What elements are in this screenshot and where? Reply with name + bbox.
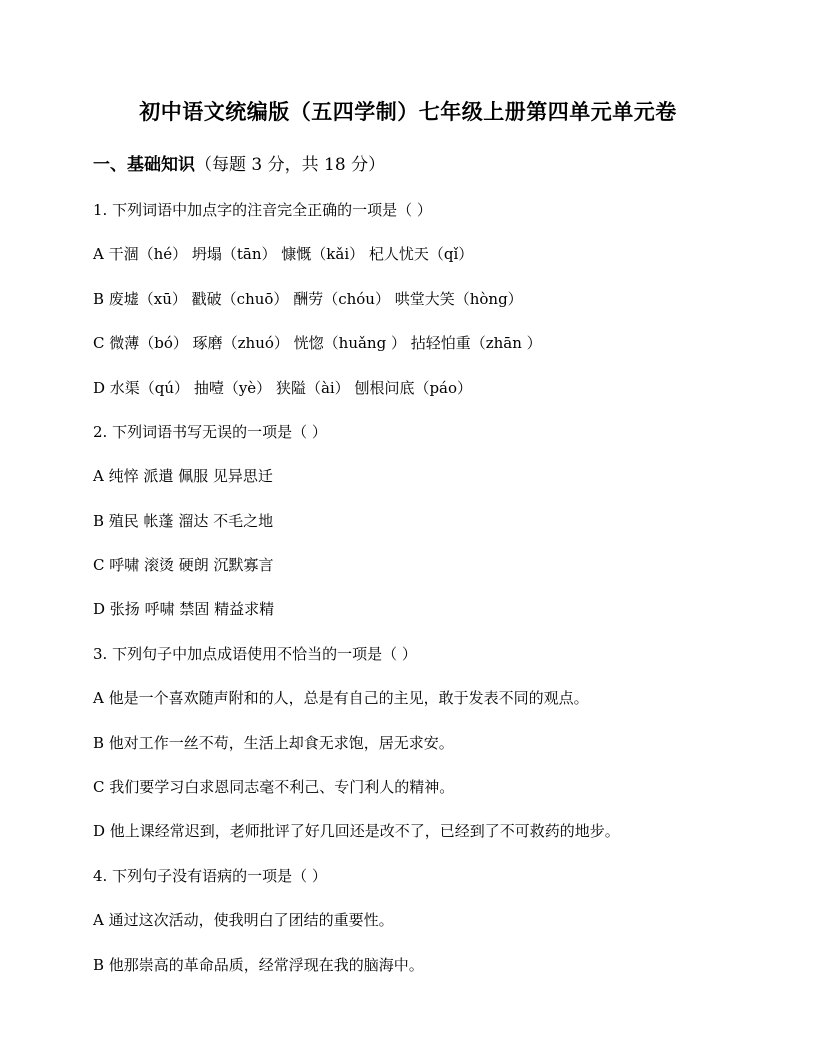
page-title: 初中语文统编版（五四学制）七年级上册第四单元单元卷: [139, 99, 677, 124]
section-heading: [93, 150, 385, 175]
question-2-stem: 2. 下列词语书写无误的一项是（ ）: [93, 423, 327, 441]
question-3-option-c: C 我们要学习白求恩同志毫不利己、专门利人的精神。: [93, 778, 455, 796]
question-2-option-c: C 呼啸 滚烫 硬朗 沉默寡言: [93, 556, 274, 574]
question-4-option-a: A 通过这次活动，使我明白了团结的重要性。: [93, 911, 394, 929]
question-4-stem: 4. 下列句子没有语病的一项是（ ）: [93, 867, 327, 885]
question-1-option-c: C 微薄（bó） 琢磨（zhuó） 恍惚（huǎng ） 拈轻怕重（zhān ）: [93, 334, 542, 352]
section-score-note: （每题 3 分，共 18 分）: [195, 155, 386, 175]
question-3-option-a: A 他是一个喜欢随声附和的人，总是有自己的主见，敢于发表不同的观点。: [93, 689, 589, 707]
question-2-option-d: D 张扬 呼啸 禁固 精益求精: [93, 600, 275, 618]
question-3-option-b: B 他对工作一丝不苟，生活上却食无求饱，居无求安。: [93, 734, 454, 752]
question-4-option-b: B 他那崇高的革命品质，经常浮现在我的脑海中。: [93, 956, 424, 974]
question-1-option-d: D 水渠（qú） 抽噎（yè） 狭隘（ài） 刨根问底（páo）: [93, 379, 473, 397]
question-2-option-b: B 殖民 帐蓬 溜达 不毛之地: [93, 512, 274, 530]
question-3-stem: 3. 下列句子中加点成语使用不恰当的一项是（ ）: [93, 645, 417, 663]
question-1-option-b: B 废墟（xū） 戳破（chuō） 酬劳（chóu） 哄堂大笑（hòng）: [93, 290, 523, 308]
question-3-option-d: D 他上课经常迟到，老师批评了好几回还是改不了，已经到了不可救药的地步。: [93, 822, 620, 840]
question-1-option-a: A 干涸（hé） 坍塌（tān） 慷慨（kǎi） 杞人忧天（qǐ）: [93, 245, 474, 263]
question-1-stem: 1. 下列词语中加点字的注音完全正确的一项是（ ）: [93, 201, 432, 219]
section-title: 一、基础知识: [93, 155, 195, 175]
question-2-option-a: A 纯悴 派遣 佩服 见异思迁: [93, 467, 273, 485]
